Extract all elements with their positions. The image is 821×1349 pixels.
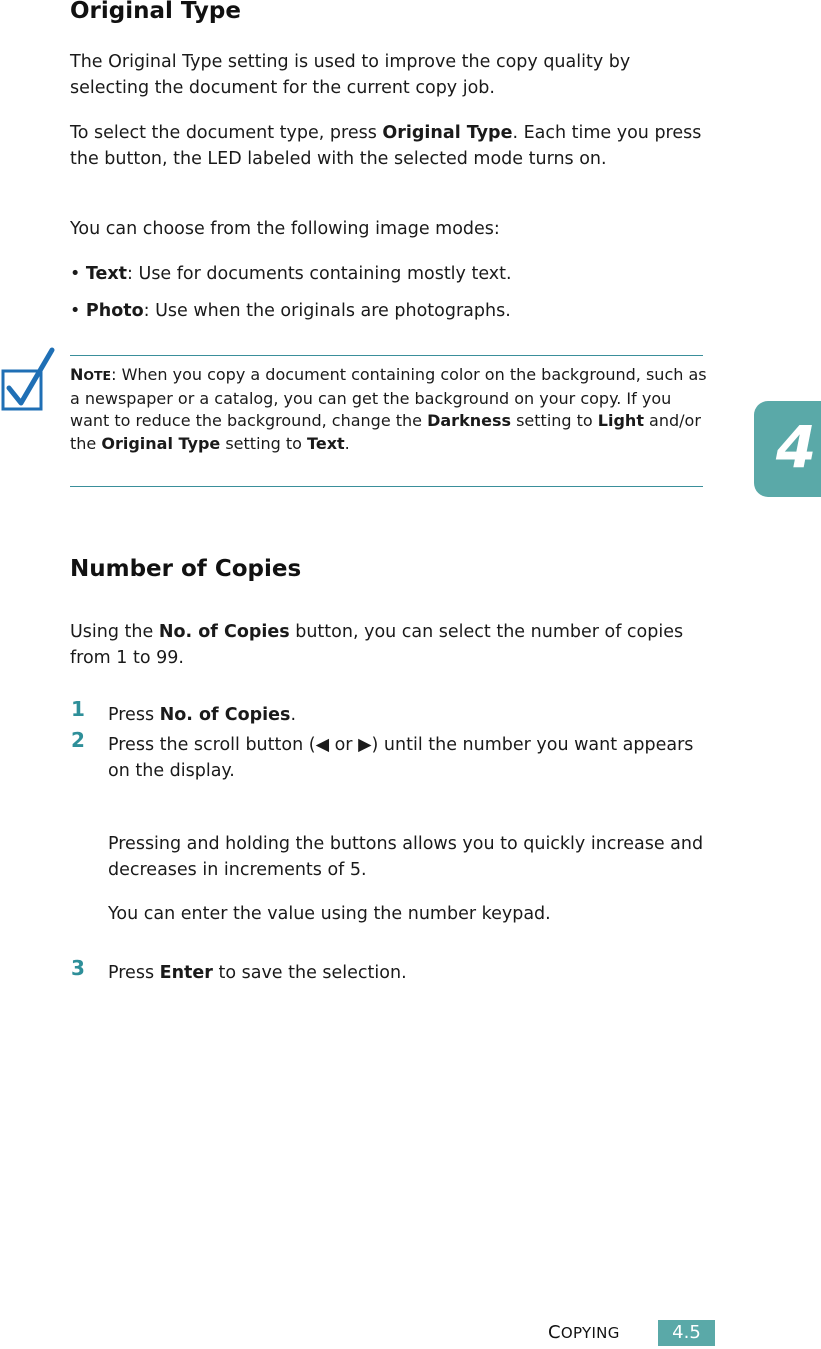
checkmark-icon <box>0 344 56 414</box>
page-number: 4.5 <box>658 1320 715 1346</box>
section-title-number-of-copies: Number of Copies <box>70 556 302 582</box>
step-1-text: Press No. of Copies. <box>108 705 297 725</box>
footer-chapter-label: COPYING <box>548 1322 620 1343</box>
original-type-button-name: Original Type <box>382 123 513 143</box>
right-arrow-icon: ▶ <box>358 735 372 755</box>
number-of-copies-intro: Using the No. of Copies button, you can select the number of copies from 1 to 99. <box>70 622 684 668</box>
section-title-original-type: Original Type <box>70 0 241 24</box>
step-2-detail-keypad: You can enter the value using the number keypad. <box>108 904 551 924</box>
chapter-number: 4 <box>775 413 817 481</box>
original-type-intro: The Original Type setting is used to improve the copy quality by selecting the document for the current copy job. <box>70 52 631 98</box>
step-3-text: Press Enter to save the selection. <box>108 963 407 983</box>
note-top-rule <box>70 355 703 356</box>
step-number-1: 1 <box>71 697 85 721</box>
bullet-photo-mode: • Photo: Use when the originals are photographs. <box>70 301 511 321</box>
original-type-instructions: To select the document type, press Original Type. Each time you press the button, the LED labeled with the selected mode turns on. <box>70 123 702 169</box>
step-number-3: 3 <box>71 956 85 980</box>
step-2-detail-hold: Pressing and holding the buttons allows you to quickly increase and decreases in increments of 5. <box>108 834 704 880</box>
step-number-2: 2 <box>71 728 85 752</box>
image-modes-intro: You can choose from the following image modes: <box>70 219 500 239</box>
note-text: NOTE: When you copy a document containing color on the background, such as a newspaper or a catalog, you can get the background on your copy. If you want to reduce the background, change the Darkness setting to Light and/or the Original Type setting to Text. <box>70 365 707 453</box>
note-bottom-rule <box>70 486 703 487</box>
step-2-text: Press the scroll button (◀ or ▶) until the number you want appears on the display. <box>108 735 694 781</box>
left-arrow-icon: ◀ <box>315 735 330 755</box>
bullet-text-mode: • Text: Use for documents containing mostly text. <box>70 264 512 284</box>
